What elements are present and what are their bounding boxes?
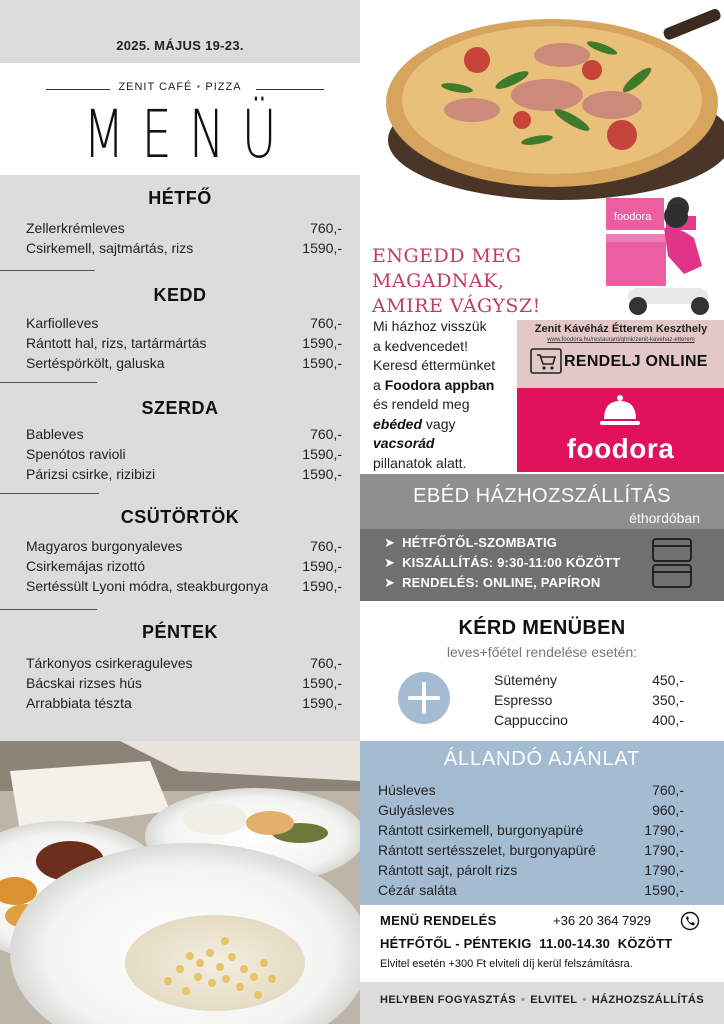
- menu-date: 2025. MÁJUS 19-23.: [116, 38, 244, 53]
- delivery-item: ➤ RENDELÉS: ONLINE, PAPÍRON: [384, 575, 601, 590]
- arrow-icon: ➤: [384, 575, 396, 590]
- divider: [0, 382, 97, 383]
- permanent-row: Rántott csirkemell, burgonyapüré 1790,-: [378, 822, 684, 838]
- permanent-row: Húsleves 760,-: [378, 782, 684, 798]
- dish-row: Bableves 760,-: [26, 426, 342, 442]
- cart-icon: [530, 348, 562, 378]
- page-title: MENÜ: [83, 96, 294, 173]
- dish-row: Csirkemell, sajtmártás, rizs 1590,-: [26, 240, 342, 256]
- food-photo: [0, 741, 360, 1024]
- brand-separator: •: [196, 81, 202, 93]
- day-title-tuesday: KEDD: [153, 285, 207, 305]
- day-title-monday: HÉTFŐ: [148, 188, 212, 208]
- menu-extras-title: KÉRD MENÜBEN: [458, 617, 626, 639]
- order-hours: HÉTFŐTŐL - PÉNTEKIG 11.00-14.30 KÖZÖTT: [380, 936, 673, 951]
- divider: [0, 609, 97, 610]
- promo-headline: ENGEDD MEG MAGADNAK, AMIRE VÁGYSZ!: [372, 245, 541, 317]
- delivery-item: ➤ HÉTFŐTŐL-SZOMBATIG: [384, 535, 558, 550]
- footer-separator: •: [520, 994, 526, 1006]
- promo-text: Mi házhoz visszük a kedvencedet! Keresd éttermünket a Foodora appban és rendeld meg ebéded vagy vacsorád pillanatok alatt.: [373, 318, 496, 471]
- restaurant-name: Zenit Kávéház Étterem Keszthely: [534, 323, 708, 335]
- brand-name: [0, 81, 360, 93]
- plus-icon: [398, 672, 450, 724]
- dish-row: Arrabbiata tészta 1590,-: [26, 695, 342, 711]
- dish-row: Spenótos ravioli 1590,-: [26, 446, 342, 462]
- takeaway-note: Elvitel esetén +300 Ft elviteli díj kerül felszámításra.: [380, 958, 633, 970]
- extra-row: Sütemény 450,-: [494, 672, 684, 688]
- brand-left: ZENIT CAFÉ: [118, 81, 193, 93]
- permanent-offer-title: ÁLLANDÓ AJÁNLAT: [443, 748, 641, 770]
- delivery-title: EBÉD HÁZHOZSZÁLLÍTÁS: [413, 485, 671, 507]
- arrow-icon: ➤: [384, 555, 396, 570]
- menu-extras-subtitle: leves+főétel rendelése esetén:: [446, 644, 638, 660]
- dish-row: Sertéspörkölt, galuska 1590,-: [26, 355, 342, 371]
- dish-row: Zellerkrémleves 760,-: [26, 220, 342, 236]
- divider: [0, 493, 99, 494]
- dish-row: Csirkemájas rizottó 1590,-: [26, 558, 342, 574]
- phone-icon: [680, 911, 700, 931]
- cloche-icon: [598, 393, 642, 431]
- foodora-logo: foodora: [566, 433, 675, 464]
- food-container-icon: [650, 537, 694, 589]
- extra-row: Cappuccino 400,-: [494, 712, 684, 728]
- footer-separator: •: [582, 994, 587, 1006]
- service-delivery: HÁZHOZSZÁLLÍTÁS: [591, 994, 705, 1006]
- delivery-item: ➤ KISZÁLLÍTÁS: 9:30-11:00 KÖZÖTT: [384, 555, 621, 570]
- dish-row: Sertéssült Lyoni módra, steakburgonya 1590,-: [26, 578, 342, 594]
- service-options: [360, 994, 724, 1006]
- dish-row: Rántott hal, rizs, tartármártás 1590,-: [26, 335, 342, 351]
- dish-row: Karfiolleves 760,-: [26, 315, 342, 331]
- extra-row: Espresso 350,-: [494, 692, 684, 708]
- permanent-row: Cézár saláta 1590,-: [378, 882, 684, 898]
- day-title-thursday: CSÜTÖRTÖK: [120, 507, 240, 527]
- permanent-row: Rántott sertésszelet, burgonyapüré 1790,-: [378, 842, 684, 858]
- delivery-subtitle: éthordóban: [629, 510, 700, 526]
- order-phone[interactable]: +36 20 364 7929: [553, 913, 651, 928]
- pizza-photo: [362, 0, 724, 230]
- date-banner: [0, 0, 360, 63]
- divider: [0, 270, 95, 271]
- arrow-icon: ➤: [384, 535, 396, 550]
- dish-row: Tárkonyos csirkeraguleves 760,-: [26, 655, 342, 671]
- permanent-row: Rántott sajt, párolt rizs 1790,-: [378, 862, 684, 878]
- day-title-friday: PÉNTEK: [141, 622, 218, 642]
- dish-row: Magyaros burgonyaleves 760,-: [26, 538, 342, 554]
- day-title-wednesday: SZERDA: [141, 398, 219, 418]
- dish-row: Párizsi csirke, rizibizi 1590,-: [26, 466, 342, 482]
- svg-text:foodora: foodora: [614, 211, 652, 223]
- foodora-link[interactable]: www.foodora.hu/restaurant/qhnk/zenit-kavehaz-etterem: [547, 337, 695, 343]
- service-dine-in: HELYBEN FOGYASZTÁS: [379, 994, 516, 1006]
- order-online-button[interactable]: RENDELJ ONLINE: [564, 353, 708, 370]
- courier-illustration: [598, 204, 724, 316]
- dish-row: Bácskai rizses hús 1590,-: [26, 675, 342, 691]
- brand-right: PIZZA: [205, 81, 242, 93]
- permanent-row: Gulyásleves 960,-: [378, 802, 684, 818]
- order-label: MENÜ RENDELÉS: [380, 913, 497, 928]
- service-takeaway: ELVITEL: [530, 994, 578, 1006]
